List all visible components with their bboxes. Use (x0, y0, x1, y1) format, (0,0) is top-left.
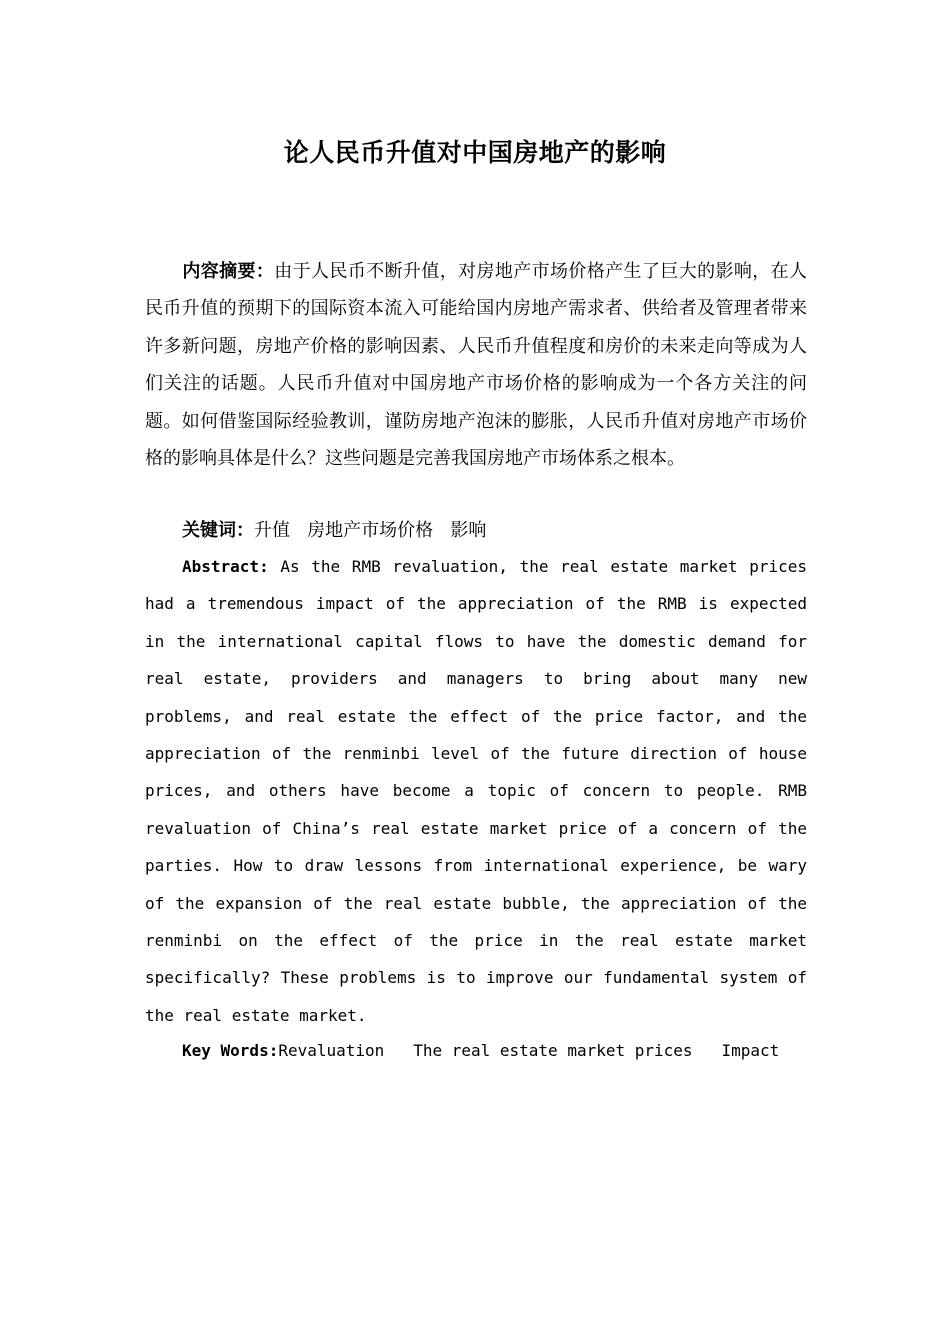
keywords-en-line (182, 1032, 807, 1069)
abstract-en-paragraph (145, 548, 807, 1034)
keywords-en-text: Revaluation The real estate market prices Impact (278, 1041, 780, 1060)
abstract-cn-text: 由于人民币不断升值，对房地产市场价格产生了巨大的影响，在人民币升值的预期下的国际资本流入可能给国内房地产需求者、供给者及管理者带来许多新问题，房地产价格的影响因素、人民币升值程度和房价的未来走向等成为人们关注的话题。人民币升值对中国房地产市场价格的影响成为一个各方关注的问题。如何借鉴国际经验教训，谨防房地产泡沫的膨胀，人民币升值对房地产市场价格的影响具体是什么？这些问题是完善我国房地产市场体系之根本。 (145, 261, 807, 470)
abstract-cn-paragraph (145, 253, 807, 477)
abstract-en-label: Abstract: (182, 557, 269, 576)
abstract-en-text: As the RMB revaluation, the real estate market prices had a tremendous impact of the appreciation of the RMB is expected in the international capital flows to have the domestic demand for real estate, providers and managers to bring about many new problems, and real estate the effect of the price factor, and the appreciation of the renminbi level of the future direction of house prices, and others have become a topic of concern to people. RMB revaluation of China’s real estate market price of a concern of the parties. How to draw lessons from international experience, be wary of the expansion of the real estate bubble, the appreciation of the renminbi on the effect of the price in the real estate market specifically? These problems is to improve our fundamental system of the real estate market. (145, 557, 807, 1025)
abstract-cn-label: 内容摘要： (182, 261, 275, 282)
keywords-cn-line (182, 512, 807, 549)
keywords-cn-label: 关键词： (182, 520, 254, 541)
keywords-en-label: Key Words: (182, 1041, 279, 1060)
keywords-cn-text: 升值 房地产市场价格 影响 (254, 520, 487, 541)
document-title: 论人民币升值对中国房地产的影响 (283, 138, 667, 167)
